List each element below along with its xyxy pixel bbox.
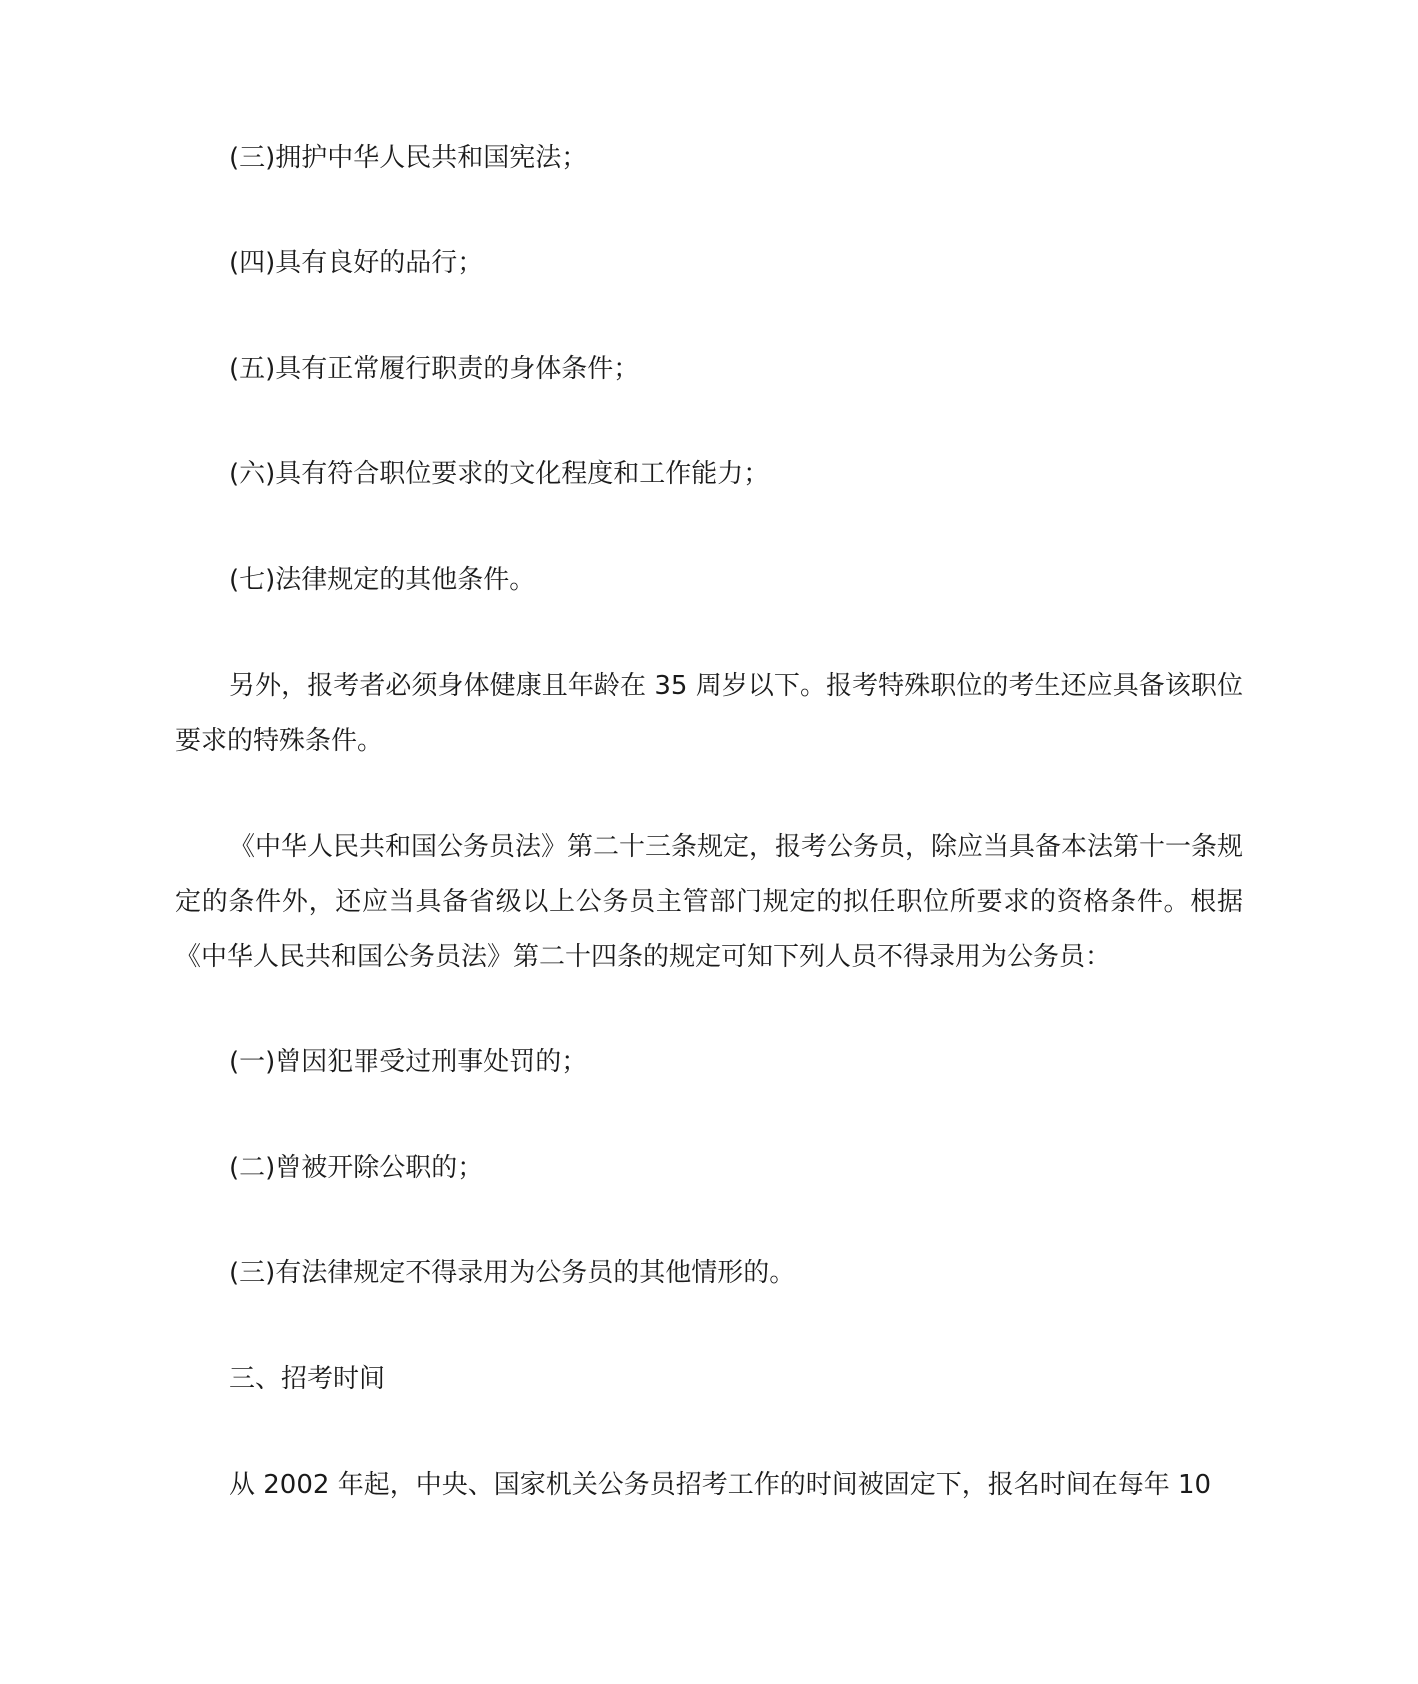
section-heading-exam-time: 三、招考时间 bbox=[229, 1364, 386, 1394]
paragraph-exclusion-3: (三)有法律规定不得录用为公务员的其他情形的。 bbox=[229, 1258, 796, 1288]
paragraph-condition-7: (七)法律规定的其他条件。 bbox=[229, 565, 536, 595]
paragraph-exclusion-2: (二)曾被开除公职的； bbox=[229, 1153, 484, 1183]
paragraph-condition-4: (四)具有良好的品行； bbox=[229, 248, 484, 278]
paragraph-condition-6: (六)具有符合职位要求的文化程度和工作能力； bbox=[229, 459, 770, 489]
paragraph-civil-servant-law: 《中华人民共和国公务员法》第二十三条规定，报考公务员，除应当具备本法第十一条规定的条件外，还应当具备省级以上公务员主管部门规定的拟任职位所要求的资格条件。根据《中华人民共和国公务员法》第二十四条的规定可知下列人员不得录用为公务员： bbox=[175, 832, 1244, 972]
paragraph-exclusion-1: (一)曾因犯罪受过刑事处罚的； bbox=[229, 1047, 588, 1077]
paragraph-exam-schedule: 从 2002 年起，中央、国家机关公务员招考工作的时间被固定下，报名时间在每年 10 bbox=[229, 1470, 1212, 1500]
paragraph-condition-5: (五)具有正常履行职责的身体条件； bbox=[229, 354, 640, 384]
paragraph-condition-3: (三)拥护中华人民共和国宪法； bbox=[229, 143, 588, 173]
paragraph-additional-requirements: 另外，报考者必须身体健康且年龄在 35 周岁以下。报考特殊职位的考生还应具备该职位要求的特殊条件。 bbox=[175, 671, 1243, 756]
